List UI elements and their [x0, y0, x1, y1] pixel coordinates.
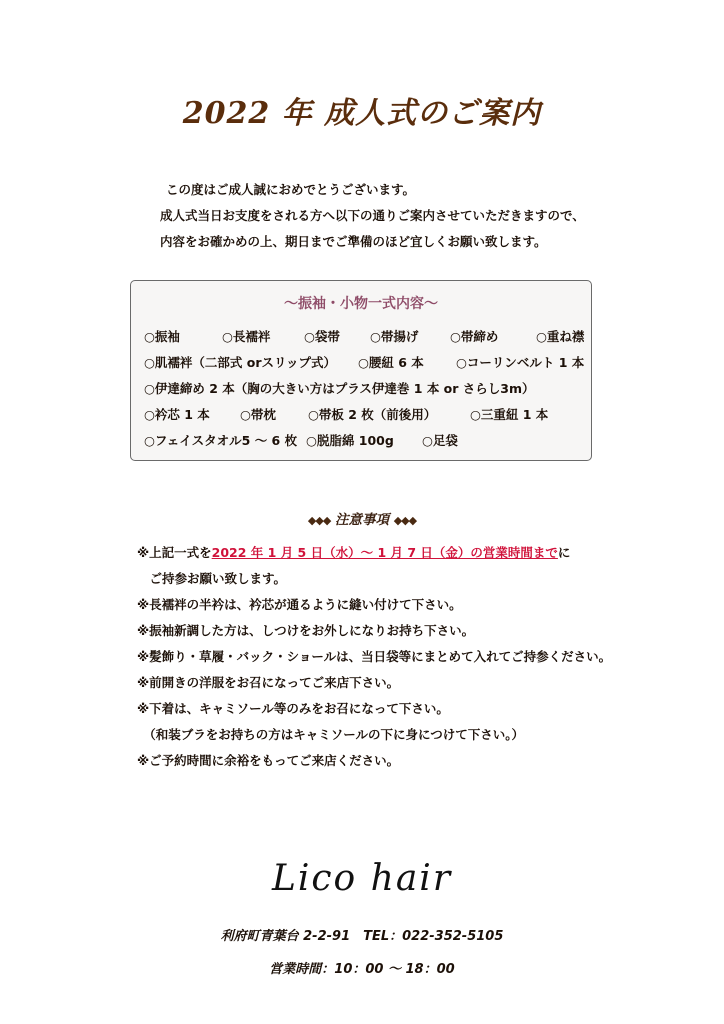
intro-line: この度はご成人誠におめでとうございます。	[166, 182, 416, 197]
intro-line: 内容をお確かめの上、期日までご準備のほど宜しくお願い致します。	[160, 234, 547, 249]
item: ○フェイスタオル5 ～ 6 枚	[144, 433, 298, 448]
items-row	[144, 353, 584, 371]
item: ○コーリンベルト 1 本	[456, 355, 585, 370]
page-title: 2022 年 成人式のご案内	[182, 96, 542, 131]
notes-heading	[0, 508, 724, 528]
item: ○帯枕	[240, 407, 276, 422]
item: ○振袖	[144, 329, 180, 344]
notes-list	[137, 540, 611, 774]
note-line: ※振袖新調した方は、しつけをお外しになりお持ち下さい。	[137, 623, 475, 638]
intro-line: 成人式当日お支度をされる方へ以下の通りご案内させていただきますので、	[160, 208, 585, 223]
note-line: ※下着は、キャミソール等のみをお召になって下さい。	[137, 701, 449, 716]
item: ○伊達締め 2 本（胸の大きい方はプラス伊達巻 1 本 or さらし3m）	[144, 381, 535, 396]
item: ○三重紐 1 本	[470, 407, 549, 422]
note-line	[137, 540, 611, 566]
deadline-highlight: 2022 年 1 月 5 日（水）～ 1 月 7 日（金）の営業時間まで	[211, 545, 558, 560]
note-line: ※髪飾り・草履・バック・ショールは、当日袋等にまとめて入れてご持参ください。	[137, 649, 612, 664]
items-row	[144, 405, 548, 423]
item: ○足袋	[422, 433, 458, 448]
note-line: ※長襦袢の半衿は、衿芯が通るように縫い付けて下さい。	[137, 597, 462, 612]
item: ○重ね襟	[536, 329, 585, 344]
item: ○袋帯	[304, 329, 340, 344]
note-line: ※ご予約時間に余裕をもってご来店ください。	[137, 753, 400, 768]
notes-title: 注意事項	[335, 512, 389, 528]
item: ○脱脂綿 100g	[306, 433, 394, 448]
items-box	[130, 280, 592, 461]
items-row	[144, 327, 584, 345]
item: ○帯締め	[450, 329, 499, 344]
note-text: ※上記一式を	[137, 545, 212, 560]
item: ○腰紐 6 本	[358, 355, 424, 370]
item: ○衿芯 1 本	[144, 407, 210, 422]
note-line: （和装ブラをお持ちの方はキャミソールの下に身につけて下さい。）	[137, 727, 525, 742]
item: ○帯板 2 枚（前後用）	[308, 407, 437, 422]
address: 利府町青葉台 2-2-91 TEL：022-352-5105	[220, 929, 504, 944]
items-row	[144, 431, 458, 449]
item: ○肌襦袢（二部式 orスリップ式）	[144, 355, 337, 370]
item: ○長襦袢	[222, 329, 271, 344]
note-line: ※前開きの洋服をお召になってご来店下さい。	[137, 675, 400, 690]
note-text: に	[557, 545, 571, 560]
diamond-icon: ◆◆◆	[307, 514, 331, 527]
items-box-title: ～振袖・小物一式内容～	[284, 296, 438, 312]
business-hours: 営業時間：10：00 ～ 18：00	[269, 962, 455, 977]
note-line: ご持参お願い致します。	[137, 571, 287, 586]
intro-text	[160, 177, 585, 255]
items-row	[144, 379, 535, 397]
diamond-icon: ◆◆◆	[393, 514, 417, 527]
brand-logo: Lico hair	[271, 858, 453, 899]
item: ○帯揚げ	[370, 329, 419, 344]
